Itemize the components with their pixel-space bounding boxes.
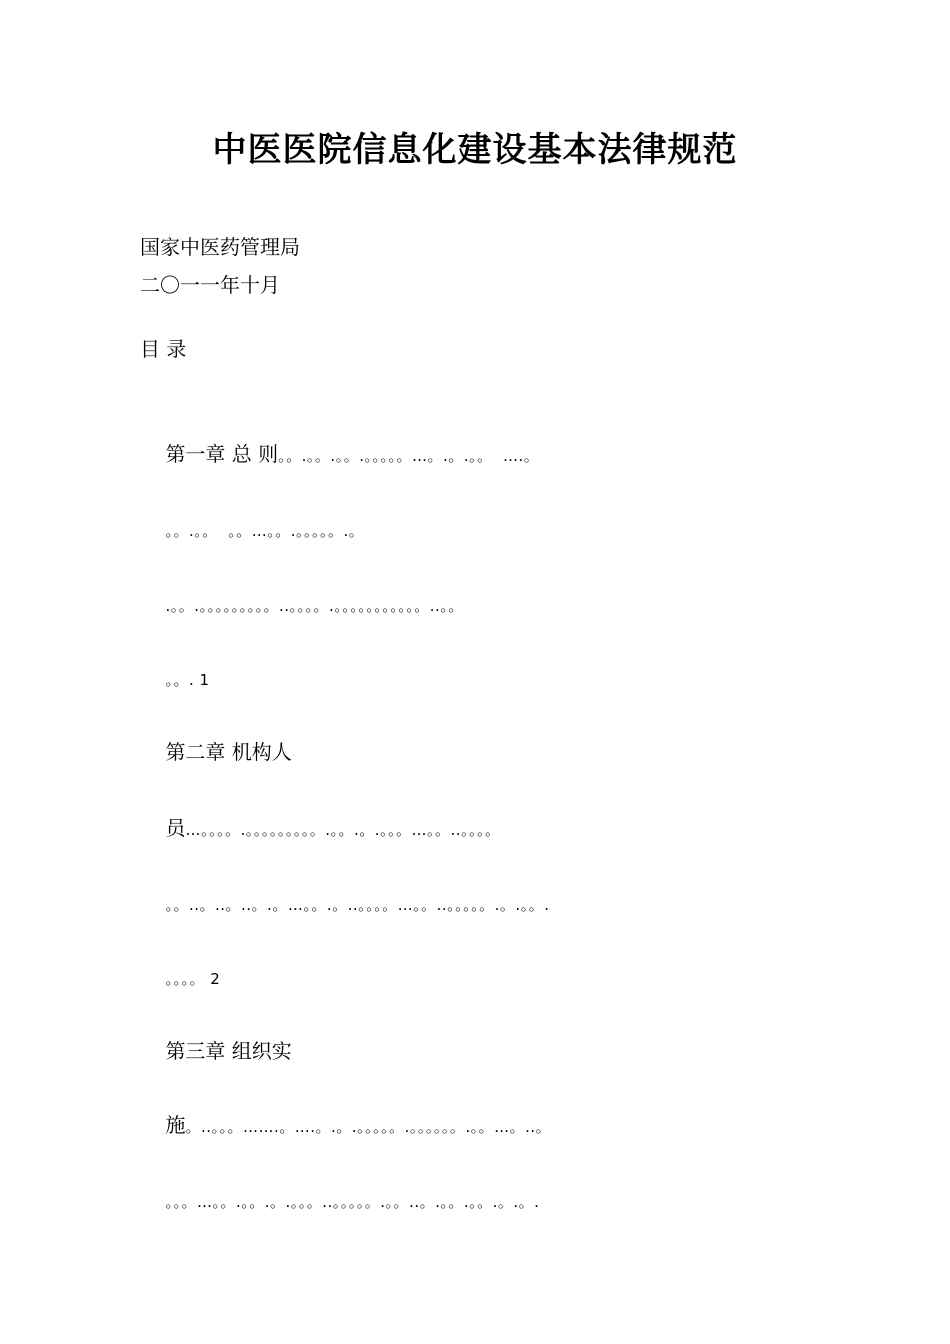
toc-leader-dots: …。。。。.。。。。。。。。。.。。.。.。。。…。。..。。。。 (185, 821, 501, 839)
toc-leader-dots: 。。.。。.。。.。。。。。…。.。.。。 ….。 (278, 447, 540, 465)
toc-leader-dots: .。。.。。。。。。。。。..。。。。.。。。。。。。。。。。..。。 (165, 597, 464, 615)
toc-entry-title: 第三章 组织实 (165, 1039, 292, 1063)
document-title: 中医医院信息化建设基本法律规范 (212, 130, 738, 170)
toc-entry-title: 员 (165, 816, 186, 840)
toc-entry-title: 第一章 总 则 (165, 442, 279, 466)
toc-leader-dots: 。。.。。 。。…。。.。。。。。.。 (165, 522, 365, 540)
toc-heading: 目 录 (140, 337, 187, 361)
toc-leader-dots: 。..。。。…….。….。.。.。。。。。.。。。。。。.。。…。..。 (185, 1118, 552, 1136)
toc-entry-line (140, 1155, 539, 1247)
toc-leader-dots: 。。。…。。.。。.。.。。。..。。。。。.。。..。.。。.。。.。.。. (165, 1193, 540, 1211)
toc-page-number: 。。。。 2 (165, 970, 221, 988)
toc-leader-dots: 。。..。..。..。.。…。。.。..。。。。…。。..。。。。。.。.。。. (165, 896, 550, 914)
toc-page-number: 。。. 1 (165, 671, 210, 689)
date-line: 二〇一一年十月 (140, 273, 280, 297)
issuer-line: 国家中医药管理局 (140, 235, 300, 259)
toc-entry-title: 第二章 机构人 (165, 740, 292, 764)
toc-entry-title: 施 (165, 1113, 186, 1137)
